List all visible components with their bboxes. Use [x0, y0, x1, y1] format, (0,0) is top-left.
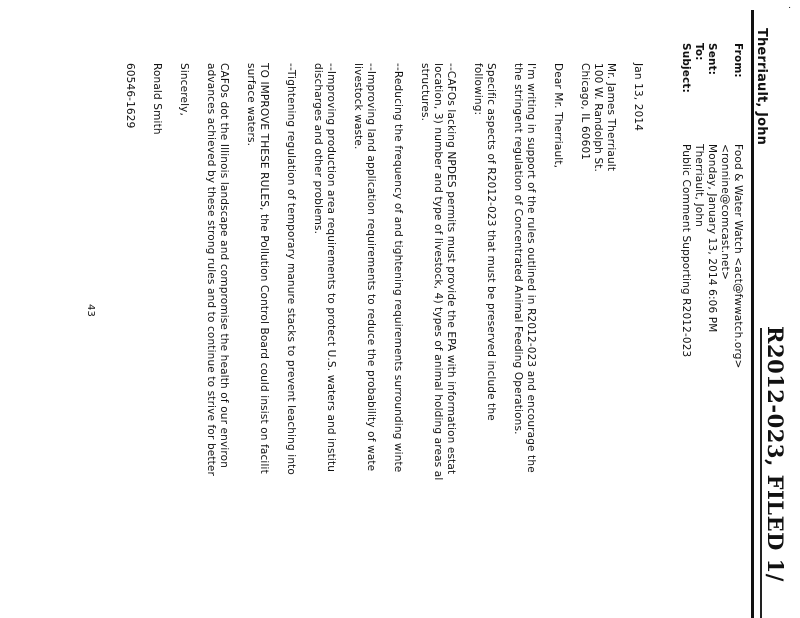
scan-mark: . — [786, 6, 796, 10]
stamp-underline — [760, 328, 762, 618]
signature-name: Ronald Smith — [151, 63, 163, 135]
subject-value: Public Comment Supporting R2012-023 — [680, 144, 692, 358]
bullet-line: livestock waste. — [352, 63, 364, 150]
bullet-line: location, 3) number and type of livestock, 4) types of animal holding areas al — [432, 63, 444, 481]
letter-date: Jan 13, 2014 — [632, 63, 644, 132]
paragraph-line: TO IMPROVE THESE RULES, the Pollution Control Board could insist on facilit — [258, 63, 270, 474]
bullet-line: --Improving production area requirements to protect U.S. waters and institu — [325, 63, 337, 473]
to-label: To: — [693, 43, 705, 61]
from-label: From: — [732, 43, 744, 78]
bullet-line: --Tightening regulation of temporary manure stacks to prevent leaching into — [285, 63, 297, 475]
subject-label: Subject: — [680, 43, 692, 93]
paragraph-line: advances achieved by these strong rules and to continue to strive for better — [205, 63, 217, 476]
paragraph-line: Specific aspects of R2012-023 that must be preserved include the — [485, 63, 497, 421]
page-number: 43 — [85, 304, 96, 318]
paragraph-line: CAFOs dot the Illinois landscape and compromise the health of our environ — [218, 63, 230, 469]
address-line: 100 W. Randolph St. — [592, 63, 604, 173]
bullet-line: structures. — [419, 63, 431, 122]
from-value: Food & Water Watch <act@fwwatch.org> — [732, 144, 744, 369]
to-value: Therriault, John — [693, 144, 705, 227]
sender-name: Therriault, John — [754, 28, 769, 146]
address-line: Chicago, IL 60601 — [579, 63, 591, 161]
sent-label: Sent: — [706, 43, 718, 76]
bullet-line: discharges and other problems. — [312, 63, 324, 235]
signature-zip: 60546-1629 — [124, 63, 136, 129]
paragraph-line: the stringent regulation of Concentrated Animal Feeding Operations. — [512, 63, 524, 435]
closing: Sincerely, — [178, 63, 190, 116]
paragraph-line: following: — [472, 63, 484, 116]
bullet-line: --Reducing the frequency of and tightening requirements surrounding winte — [392, 63, 404, 473]
address-line: Mr. James Therriault — [605, 63, 617, 172]
salutation: Dear Mr. Therriault, — [552, 63, 564, 169]
paragraph-line: I'm writing in support of the rules outlined in R2012-023 and encourage the — [525, 63, 537, 473]
bullet-line: --CAFOs lacking NPDES permits must provide the EPA with information estat — [445, 63, 457, 475]
paragraph-line: surface waters. — [245, 63, 257, 147]
header-divider — [751, 10, 754, 618]
bullet-line: --Improving land application requirements to reduce the probability of wate — [365, 63, 377, 472]
from-value-email: <ronnine@comcast.net> — [719, 144, 731, 280]
filing-stamp: R2012-023, FILED 1/ — [763, 326, 788, 582]
sent-value: Monday, January 13, 2014 6:06 PM — [706, 144, 718, 333]
